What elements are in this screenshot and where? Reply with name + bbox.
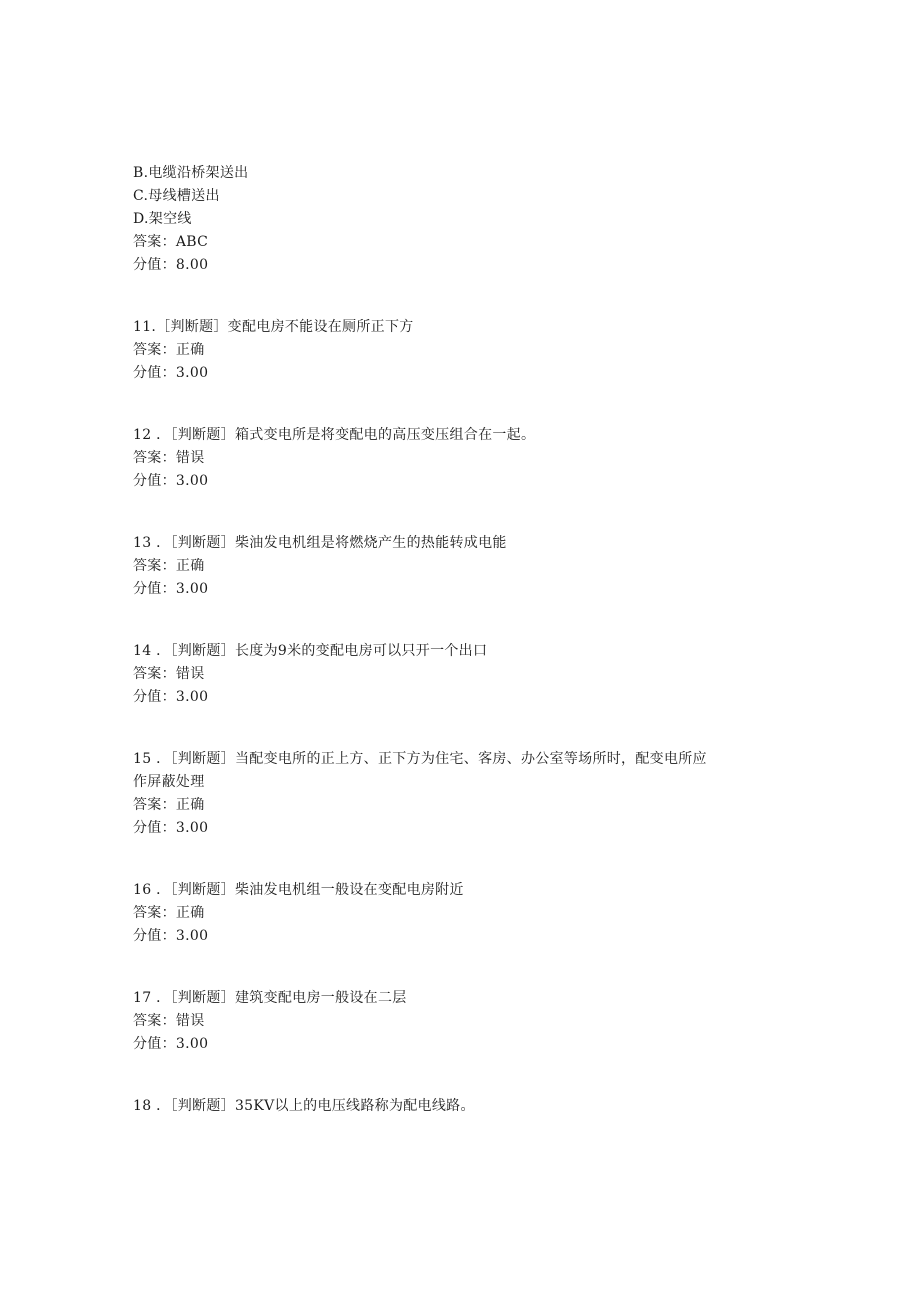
question-stem: 13 ．［判断题］柴油发电机组是将燃烧产生的热能转成电能 bbox=[133, 535, 507, 551]
option-c: C.母线槽送出 bbox=[133, 188, 220, 204]
question-17 bbox=[133, 987, 793, 1056]
question-10-tail bbox=[133, 162, 793, 277]
answer-line: 答案：正确 bbox=[133, 905, 205, 921]
score-line: 分值：3.00 bbox=[133, 581, 209, 597]
score-line: 分值：3.00 bbox=[133, 689, 209, 705]
question-stem: 11.［判断题］变配电房不能设在厕所正下方 bbox=[133, 319, 414, 335]
score-line: 分值：3.00 bbox=[133, 820, 209, 836]
answer-line: 答案：正确 bbox=[133, 797, 205, 813]
answer-line: 答案：ABC bbox=[133, 234, 209, 250]
question-14 bbox=[133, 640, 793, 709]
answer-line: 答案：错误 bbox=[133, 666, 205, 682]
question-stem: 14 ．［判断题］长度为9米的变配电房可以只开一个出口 bbox=[133, 643, 488, 659]
score-line: 分值：8.00 bbox=[133, 257, 209, 273]
question-stem: 18 ．［判断题］35KV以上的电压线路称为配电线路。 bbox=[133, 1098, 475, 1114]
question-stem: 15 ．［判断题］当配变电所的正上方、正下方为住宅、客房、办公室等场所时，配变电所应 bbox=[133, 751, 707, 767]
question-stem: 17 ．［判断题］建筑变配电房一般设在二层 bbox=[133, 990, 407, 1006]
score-line: 分值：3.00 bbox=[133, 1036, 209, 1052]
question-13 bbox=[133, 532, 793, 601]
question-12 bbox=[133, 424, 793, 493]
score-line: 分值：3.00 bbox=[133, 473, 209, 489]
question-18 bbox=[133, 1095, 793, 1118]
option-b: B.电缆沿桥架送出 bbox=[133, 165, 249, 181]
question-16 bbox=[133, 879, 793, 948]
answer-line: 答案：正确 bbox=[133, 558, 205, 574]
question-stem: 16 ．［判断题］柴油发电机组一般设在变配电房附近 bbox=[133, 882, 464, 898]
answer-line: 答案：错误 bbox=[133, 450, 205, 466]
answer-line: 答案：错误 bbox=[133, 1013, 205, 1029]
document-page bbox=[133, 162, 793, 1118]
score-line: 分值：3.00 bbox=[133, 365, 209, 381]
question-15 bbox=[133, 748, 793, 840]
option-d: D.架空线 bbox=[133, 211, 192, 227]
score-line: 分值：3.00 bbox=[133, 928, 209, 944]
question-11 bbox=[133, 316, 793, 385]
question-stem: 12 ．［判断题］箱式变电所是将变配电的高压变压组合在一起。 bbox=[133, 427, 536, 443]
question-stem-continued: 作屏蔽处理 bbox=[133, 774, 205, 790]
answer-line: 答案：正确 bbox=[133, 342, 205, 358]
